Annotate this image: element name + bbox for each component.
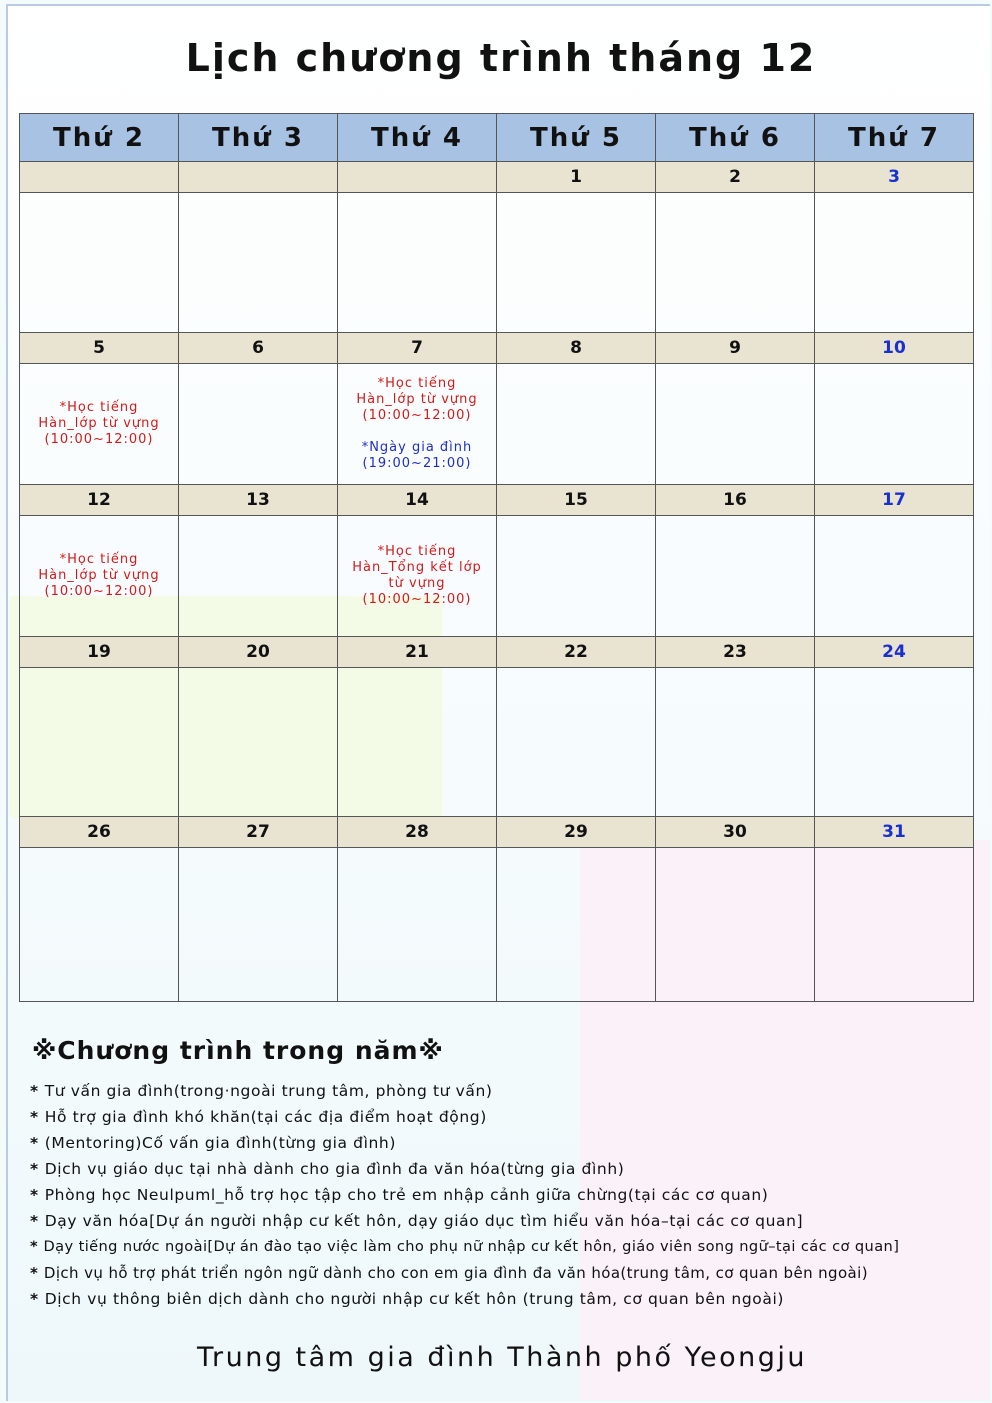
day-cell	[497, 668, 656, 817]
weekday-header: Thứ 3	[179, 114, 338, 162]
date-number: 21	[338, 637, 497, 668]
date-number: 13	[179, 485, 338, 516]
program-item: * Tư vấn gia đình(trong·ngoài trung tâm, phòng tư vấn)	[30, 1078, 990, 1104]
day-cell	[20, 193, 179, 333]
day-cell	[338, 193, 497, 333]
date-number: 16	[656, 485, 815, 516]
program-item: * Dịch vụ thông biên dịch dành cho người nhập cư kết hôn (trung tâm, cơ quan bên ngoài)	[30, 1286, 990, 1312]
date-number-row	[20, 817, 974, 848]
program-item: * (Mentoring)Cố vấn gia đình(từng gia đình)	[30, 1130, 990, 1156]
program-item: * Dạy tiếng nước ngoài[Dự án đào tạo việc làm cho phụ nữ nhập cư kết hôn, giáo viên song ngữ–tại các cơ quan]	[30, 1234, 990, 1260]
date-number: 30	[656, 817, 815, 848]
day-cell	[815, 193, 974, 333]
day-cell	[656, 193, 815, 333]
date-body-row	[20, 848, 974, 1002]
event-text: *Học tiếng Hàn_Tổng kết lớp từ vựng (10:00~12:00)	[352, 544, 482, 607]
date-body-row	[20, 364, 974, 485]
date-number: 3	[815, 162, 974, 193]
day-cell	[338, 668, 497, 817]
day-cell	[20, 364, 179, 485]
date-number: 14	[338, 485, 497, 516]
event-text: *Ngày gia đình (19:00~21:00)	[361, 440, 473, 471]
program-item: * Dịch vụ giáo dục tại nhà dành cho gia đình đa văn hóa(từng gia đình)	[30, 1156, 990, 1182]
date-number: 8	[497, 333, 656, 364]
day-cell	[179, 848, 338, 1002]
day-cell	[656, 516, 815, 637]
day-cell	[815, 364, 974, 485]
weekday-header: Thứ 6	[656, 114, 815, 162]
date-number-row	[20, 333, 974, 364]
date-number: 10	[815, 333, 974, 364]
weekday-header: Thứ 7	[815, 114, 974, 162]
date-number: 5	[20, 333, 179, 364]
program-item: * Dịch vụ hỗ trợ phát triển ngôn ngữ dành cho con em gia đình đa văn hóa(trung tâm, cơ quan bên ngoài)	[30, 1260, 990, 1286]
day-cell	[179, 668, 338, 817]
program-list	[30, 1078, 990, 1312]
date-number: 29	[497, 817, 656, 848]
event-text: *Học tiếng Hàn_lớp từ vựng (10:00~12:00)	[38, 400, 160, 447]
date-number: 22	[497, 637, 656, 668]
day-cell	[497, 193, 656, 333]
day-cell	[179, 516, 338, 637]
date-number: 17	[815, 485, 974, 516]
program-item: * Dạy văn hóa[Dự án người nhập cư kết hôn, dạy giáo dục tìm hiểu văn hóa–tại các cơ quan]	[30, 1208, 990, 1234]
date-number: 1	[497, 162, 656, 193]
date-number: 24	[815, 637, 974, 668]
date-number	[20, 162, 179, 193]
date-body-row	[20, 516, 974, 637]
date-number	[338, 162, 497, 193]
date-body-row	[20, 193, 974, 333]
date-number-row	[20, 485, 974, 516]
date-number-row	[20, 637, 974, 668]
day-cell	[656, 668, 815, 817]
date-number: 2	[656, 162, 815, 193]
day-cell	[656, 848, 815, 1002]
day-cell	[497, 516, 656, 637]
weekday-header: Thứ 2	[20, 114, 179, 162]
event-text: *Học tiếng Hàn_lớp từ vựng (10:00~12:00)	[38, 552, 160, 599]
organization-footer: Trung tâm gia đình Thành phố Yeongju	[196, 1342, 807, 1373]
day-cell	[815, 848, 974, 1002]
day-cell	[497, 848, 656, 1002]
day-cell	[338, 364, 497, 485]
date-number: 7	[338, 333, 497, 364]
date-number: 15	[497, 485, 656, 516]
day-cell	[338, 516, 497, 637]
calendar-grid	[19, 113, 974, 1002]
program-item: * Hỗ trợ gia đình khó khăn(tại các địa điểm hoạt động)	[30, 1104, 990, 1130]
day-cell	[20, 848, 179, 1002]
day-cell	[20, 516, 179, 637]
event-text: *Học tiếng Hàn_lớp từ vựng (10:00~12:00)	[356, 376, 478, 423]
date-number: 6	[179, 333, 338, 364]
date-number-row	[20, 162, 974, 193]
date-number: 19	[20, 637, 179, 668]
date-number: 20	[179, 637, 338, 668]
date-number: 28	[338, 817, 497, 848]
day-cell	[338, 848, 497, 1002]
date-number: 26	[20, 817, 179, 848]
day-cell	[20, 668, 179, 817]
program-section-title: ※Chương trình trong năm※	[32, 1036, 444, 1065]
date-number: 23	[656, 637, 815, 668]
date-number: 9	[656, 333, 815, 364]
day-cell	[179, 364, 338, 485]
day-cell	[815, 516, 974, 637]
date-body-row	[20, 668, 974, 817]
date-number: 31	[815, 817, 974, 848]
day-cell	[815, 668, 974, 817]
program-item: * Phòng học Neulpuml_hỗ trợ học tập cho trẻ em nhập cảnh giữa chừng(tại các cơ quan)	[30, 1182, 990, 1208]
weekday-header-row	[20, 114, 974, 162]
page-title: Lịch chương trình tháng 12	[185, 36, 817, 80]
date-number: 12	[20, 485, 179, 516]
weekday-header: Thứ 4	[338, 114, 497, 162]
day-cell	[656, 364, 815, 485]
weekday-header: Thứ 5	[497, 114, 656, 162]
date-number	[179, 162, 338, 193]
day-cell	[179, 193, 338, 333]
day-cell	[497, 364, 656, 485]
date-number: 27	[179, 817, 338, 848]
